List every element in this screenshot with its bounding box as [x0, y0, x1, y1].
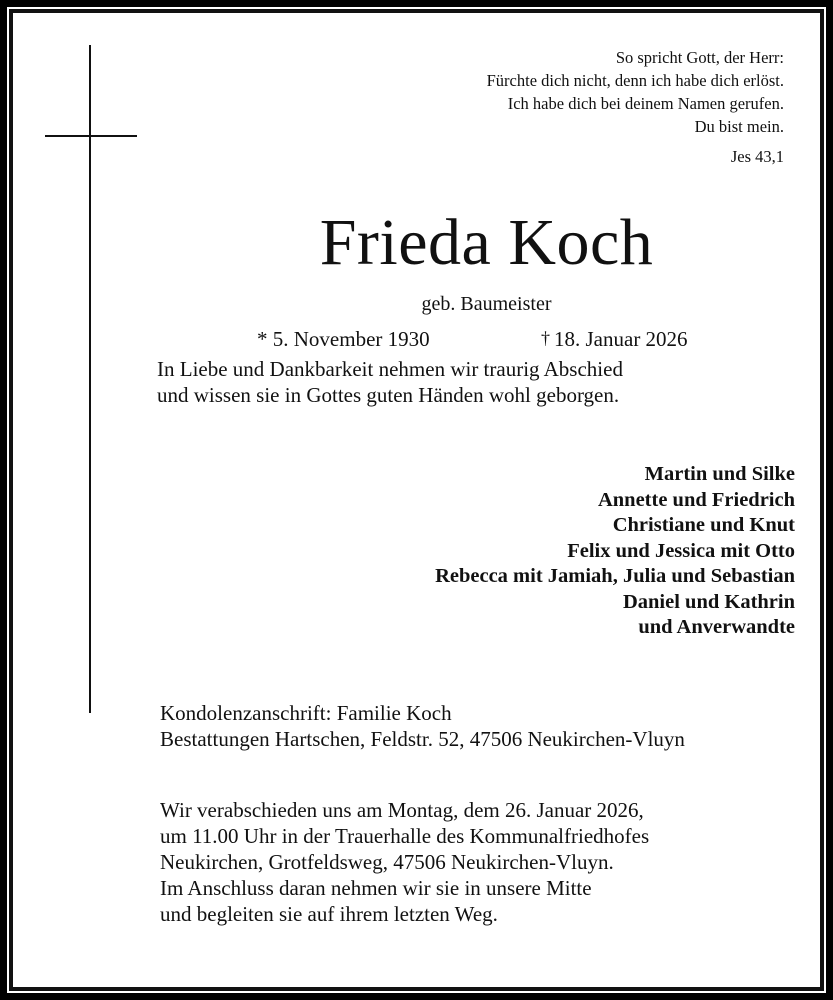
- mourners-list: [435, 462, 795, 641]
- farewell-line: und wissen sie in Gottes guten Händen wohl geborgen.: [157, 383, 620, 407]
- maiden-name: geb. Baumeister: [421, 293, 552, 315]
- mourner: Christiane und Knut: [612, 514, 795, 536]
- service-line: Wir verabschieden uns am Montag, dem 26. Januar 2026,: [160, 798, 644, 822]
- cross-icon-vertical: [89, 45, 91, 713]
- birth-date: 5. November 1930: [272, 327, 430, 351]
- death-date: 18. Januar 2026: [554, 327, 688, 351]
- birth-star-icon: *: [257, 327, 268, 351]
- verse-line: So spricht Gott, der Herr:: [615, 48, 784, 67]
- mourner: Rebecca mit Jamiah, Julia und Sebastian: [435, 565, 795, 587]
- verse-reference: Jes 43,1: [730, 147, 784, 166]
- mourner: Felix und Jessica mit Otto: [567, 539, 795, 562]
- service-line: und begleiten sie auf ihrem letzten Weg.: [160, 902, 498, 926]
- death-date-row: [541, 327, 688, 352]
- condolence-line: Kondolenzanschrift: Familie Koch: [160, 701, 452, 725]
- service-line: um 11.00 Uhr in der Trauerhalle des Kommunalfriedhofes: [160, 824, 650, 848]
- funeral-service-info: [160, 797, 649, 927]
- dagger-icon: †: [541, 328, 550, 348]
- farewell-line: In Liebe und Dankbarkeit nehmen wir traurig Abschied: [157, 357, 623, 381]
- verse-line: Fürchte dich nicht, denn ich habe dich erlöst.: [486, 71, 784, 90]
- mourner: Daniel und Kathrin: [622, 590, 795, 613]
- bible-verse: [487, 46, 784, 138]
- mourner: Martin und Silke: [644, 463, 795, 485]
- condolence-line: Bestattungen Hartschen, Feldstr. 52, 47506 Neukirchen-Vluyn: [160, 727, 685, 751]
- deceased-name-row: [0, 200, 833, 286]
- mourner: und Anverwandte: [638, 616, 795, 638]
- cross-icon-horizontal: [45, 135, 137, 137]
- birth-date-row: [257, 327, 430, 352]
- deceased-name: Frieda Koch: [319, 206, 654, 279]
- farewell-text: [157, 356, 623, 408]
- service-line: Im Anschluss daran nehmen wir sie in unsere Mitte: [160, 876, 592, 900]
- verse-line: Ich habe dich bei deinem Namen gerufen.: [507, 94, 784, 113]
- mourner: Annette und Friedrich: [597, 488, 795, 511]
- service-line: Neukirchen, Grotfeldsweg, 47506 Neukirchen-Vluyn.: [160, 850, 614, 874]
- condolence-address: [160, 700, 685, 752]
- verse-line: Du bist mein.: [694, 117, 784, 136]
